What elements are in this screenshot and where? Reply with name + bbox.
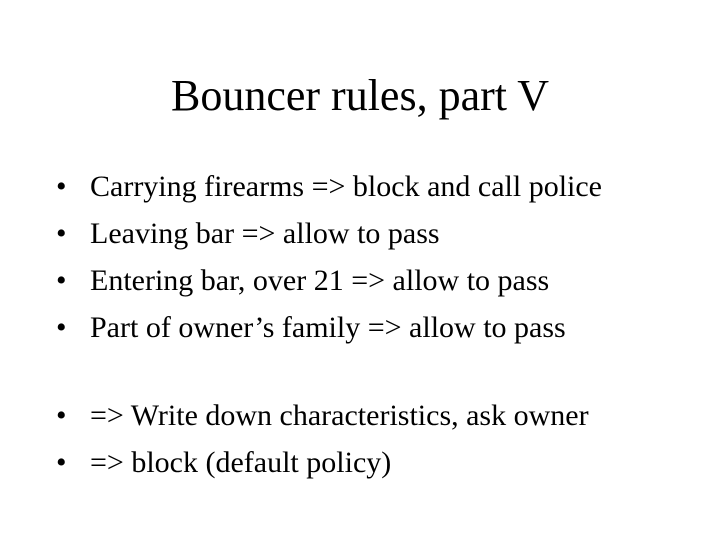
bullet-item [56, 163, 602, 210]
secondary-bullet-list [56, 392, 589, 486]
bullet-marker: • [56, 311, 67, 344]
bullet-marker: • [56, 399, 67, 432]
bullet-item [56, 210, 602, 257]
bullet-marker: • [56, 446, 67, 479]
bullet-item [56, 304, 602, 351]
bullet-text: Entering bar, over 21 => allow to pass [90, 264, 550, 297]
bullet-marker: • [56, 217, 67, 250]
bullet-text: => block (default policy) [90, 446, 392, 479]
slide-title: Bouncer rules, part V [171, 71, 549, 120]
bullet-text: Carrying firearms => block and call police [90, 170, 602, 203]
bullet-marker: • [56, 170, 67, 203]
bullet-text: => Write down characteristics, ask owner [90, 399, 589, 432]
bullet-item [56, 439, 589, 486]
bullet-item [56, 392, 589, 439]
bullet-marker: • [56, 264, 67, 297]
bullet-text: Leaving bar => allow to pass [90, 217, 440, 250]
main-bullet-list [56, 163, 602, 351]
bullet-item [56, 257, 602, 304]
bullet-text: Part of owner’s family => allow to pass [90, 311, 566, 344]
